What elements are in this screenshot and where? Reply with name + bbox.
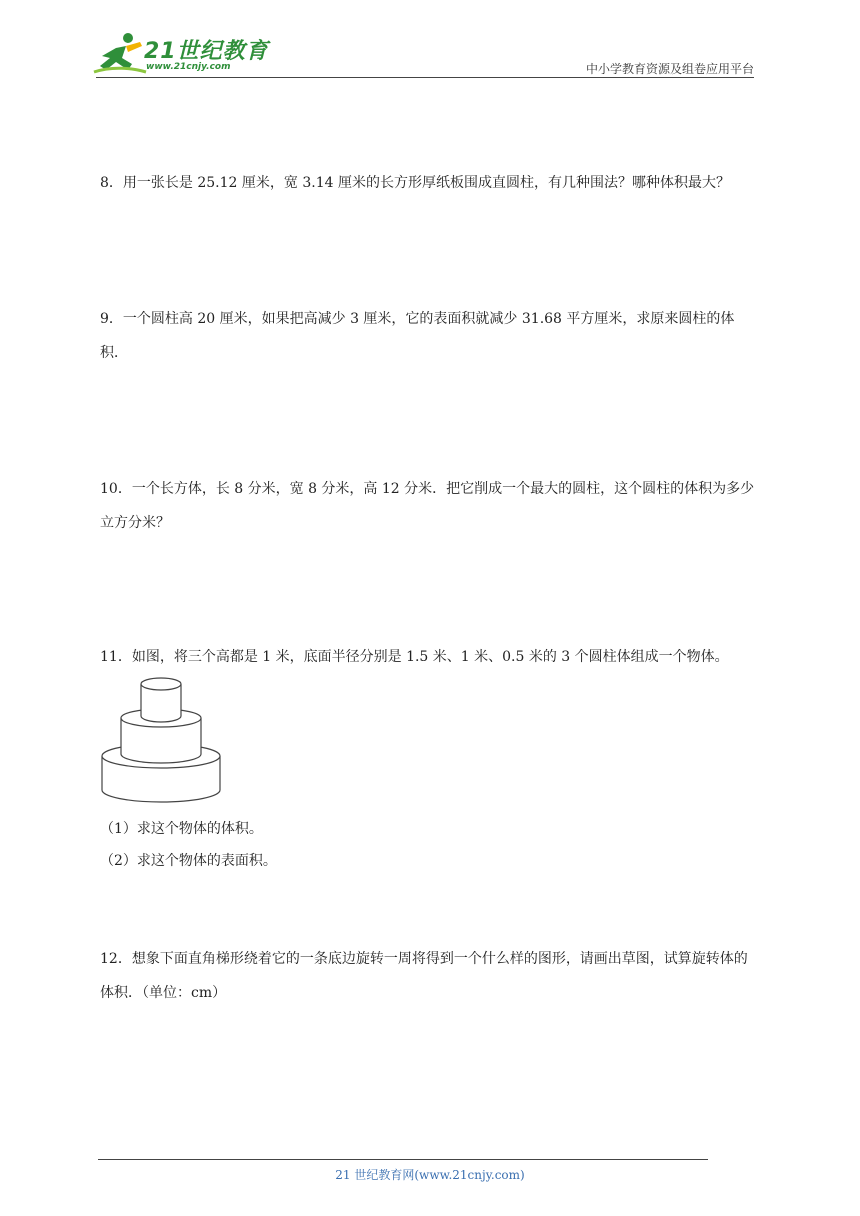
question-11: 11．如图，将三个高都是 1 米，底面半径分别是 1.5 米、1 米、0.5 米的 3 个圆柱体组成一个物体。 [100, 649, 729, 665]
page-header [0, 0, 860, 80]
question-10: 10．一个长方体，长 8 分米，宽 8 分米，高 12 分米．把它削成一个最大的圆柱，这个圆柱的体积为多少立方分米？ [100, 481, 755, 531]
logo-url: www.21cnjy.com [146, 62, 231, 72]
header-divider [96, 77, 754, 78]
question-11-part-1: （1）求这个物体的体积。 [100, 821, 263, 837]
stacked-cylinders-figure [100, 676, 224, 804]
running-man-icon [92, 30, 148, 76]
logo-text: 21世纪教育 [144, 39, 269, 64]
header-slogan: 中小学教育资源及组卷应用平台 [585, 62, 754, 76]
site-logo[interactable] [92, 30, 269, 80]
question-8: 8．用一张长是 25.12 厘米，宽 3.14 厘米的长方形厚纸板围成直圆柱，有几种围法？哪种体积最大？ [100, 175, 730, 191]
footer-divider [98, 1159, 708, 1160]
question-9: 9．一个圆柱高 20 厘米，如果把高减少 3 厘米，它的表面积就减少 31.68 平方厘米，求原来圆柱的体积． [100, 311, 735, 361]
question-12: 12．想象下面直角梯形绕着它的一条底边旋转一周将得到一个什么样的图形，请画出草图，试算旋转体的体积．（单位：cm） [100, 951, 748, 1001]
question-11-part-2: （2）求这个物体的表面积。 [100, 853, 277, 869]
page-footer[interactable]: 21 世纪教育网(www.21cnjy.com) [335, 1168, 525, 1182]
